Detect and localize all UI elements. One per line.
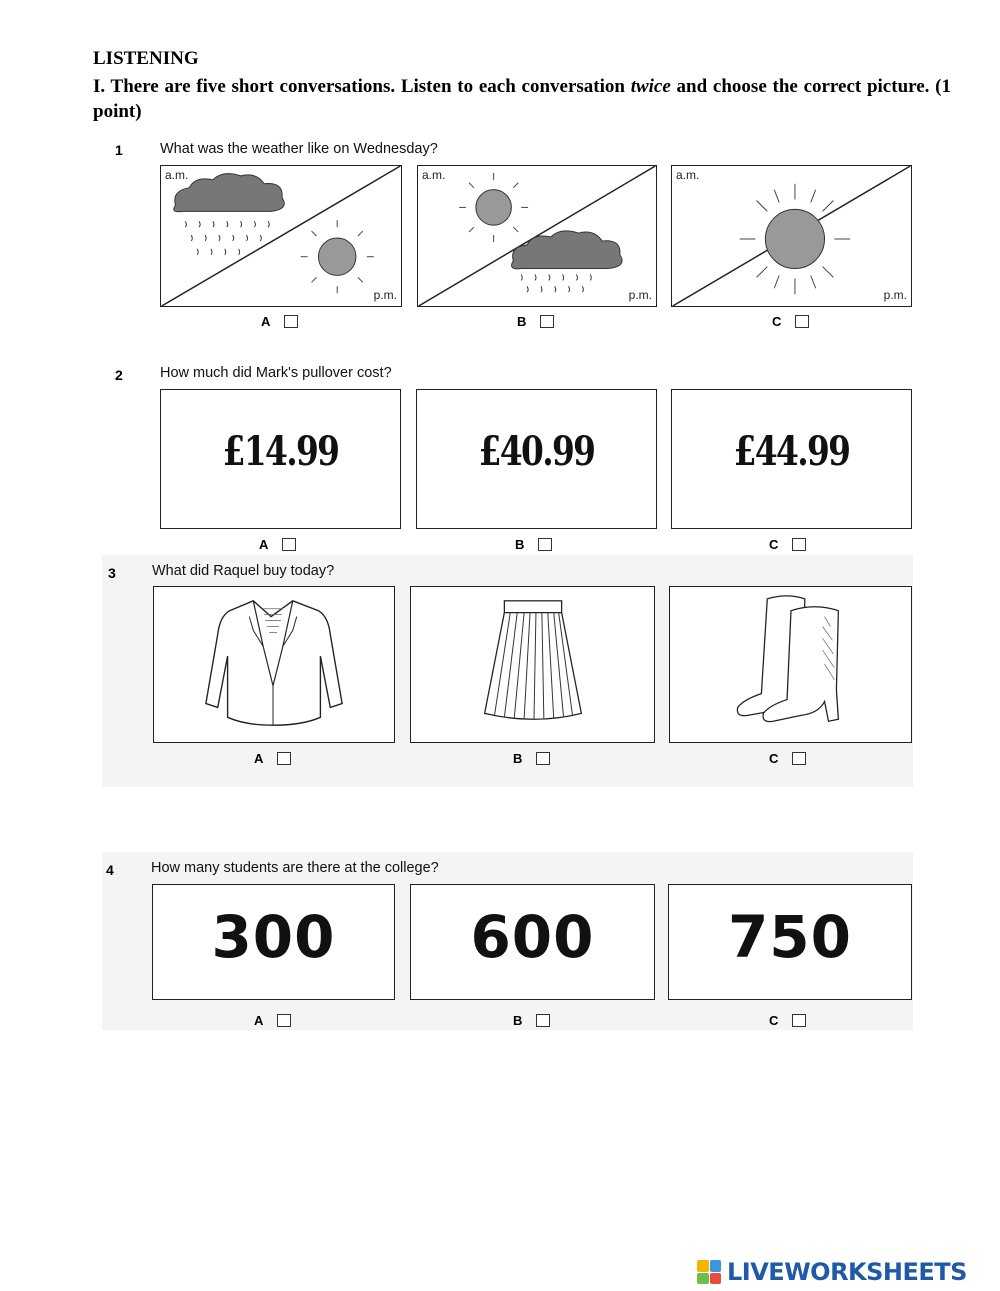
section-heading: LISTENING <box>93 48 199 69</box>
q3-option-c <box>769 751 806 766</box>
q4-picture-c <box>668 884 912 1000</box>
q2-picture-a <box>160 389 401 529</box>
rain-then-sun-icon <box>161 166 401 306</box>
skirt-icon <box>411 587 654 742</box>
sun-then-rain-icon <box>418 166 656 306</box>
liveworksheets-logo-text: LIVEWORKSHEETS <box>727 1258 967 1286</box>
q3-option-a <box>254 751 291 766</box>
q1-option-c-label: C <box>772 314 782 329</box>
q1a-pm-label: p.m. <box>373 288 397 302</box>
q4-option-a-label: A <box>254 1013 264 1028</box>
q1-option-a-checkbox[interactable] <box>284 315 298 328</box>
q2-option-c-checkbox[interactable] <box>792 538 806 551</box>
q4-number-b: 600 <box>470 903 595 971</box>
q3-option-b-label: B <box>513 751 523 766</box>
question-3-text: What did Raquel buy today? <box>152 563 335 579</box>
q2-option-b-label: B <box>515 537 525 552</box>
q1b-am-label: a.m. <box>422 168 446 182</box>
q1c-am-label: a.m. <box>676 168 700 182</box>
liveworksheets-logo[interactable] <box>697 1258 967 1286</box>
q1c-pm-label: p.m. <box>883 288 907 302</box>
boots-icon <box>670 587 911 742</box>
q4-option-b <box>513 1013 550 1028</box>
q2-price-a: £14.99 <box>222 428 339 475</box>
q1-option-b-checkbox[interactable] <box>540 315 554 328</box>
liveworksheets-logo-icon <box>697 1260 721 1284</box>
q2-picture-c <box>671 389 912 529</box>
q1-picture-c <box>671 165 912 307</box>
jacket-icon <box>154 587 394 742</box>
q3-option-b <box>513 751 550 766</box>
instructions-emphasis: twice <box>630 76 671 97</box>
q2-option-a-checkbox[interactable] <box>282 538 296 551</box>
q2-option-b-checkbox[interactable] <box>538 538 552 551</box>
q4-option-c-label: C <box>769 1013 779 1028</box>
instructions <box>93 74 951 124</box>
q2-picture-b <box>416 389 657 529</box>
question-1-text: What was the weather like on Wednesday? <box>160 141 438 157</box>
q4-option-c-checkbox[interactable] <box>792 1014 806 1027</box>
q1-option-a-label: A <box>261 314 271 329</box>
q3-option-c-label: C <box>769 751 779 766</box>
q4-option-a-checkbox[interactable] <box>277 1014 291 1027</box>
instructions-part1: I. There are five short conversations. Listen to each conversation <box>93 76 631 97</box>
question-2-number: 2 <box>115 367 123 383</box>
q3-option-c-checkbox[interactable] <box>792 752 806 765</box>
q4-number-c: 750 <box>727 903 853 971</box>
q1-picture-b <box>417 165 657 307</box>
q3-option-b-checkbox[interactable] <box>536 752 550 765</box>
q2-option-a-label: A <box>259 537 269 552</box>
q1a-am-label: a.m. <box>165 168 189 182</box>
q1-option-b <box>517 314 554 329</box>
q1-option-a <box>261 314 298 329</box>
q1-option-b-label: B <box>517 314 527 329</box>
q4-picture-b <box>410 884 655 1000</box>
q2-option-a <box>259 537 296 552</box>
q3-picture-a <box>153 586 395 743</box>
q4-option-b-label: B <box>513 1013 523 1028</box>
q4-option-c <box>769 1013 806 1028</box>
q3-option-a-checkbox[interactable] <box>277 752 291 765</box>
question-4-number: 4 <box>106 862 114 878</box>
q3-option-a-label: A <box>254 751 264 766</box>
q3-picture-c <box>669 586 912 743</box>
question-2-text: How much did Mark's pullover cost? <box>160 365 392 381</box>
q4-option-a <box>254 1013 291 1028</box>
q1b-pm-label: p.m. <box>628 288 652 302</box>
q2-price-b: £40.99 <box>478 428 595 475</box>
q4-number-a: 300 <box>211 903 336 971</box>
question-1-number: 1 <box>115 142 123 158</box>
q2-option-c <box>769 537 806 552</box>
q4-picture-a <box>152 884 395 1000</box>
q1-option-c <box>772 314 809 329</box>
question-3-number: 3 <box>108 565 116 581</box>
q4-option-b-checkbox[interactable] <box>536 1014 550 1027</box>
q2-price-c: £44.99 <box>733 428 850 475</box>
q1-picture-a <box>160 165 402 307</box>
q2-option-c-label: C <box>769 537 779 552</box>
q3-picture-b <box>410 586 655 743</box>
instructions-part2: and choose the correct picture. (1 point) <box>93 76 951 122</box>
sun-all-day-icon <box>672 166 911 306</box>
q2-option-b <box>515 537 552 552</box>
question-4-text: How many students are there at the college? <box>151 860 439 876</box>
q1-option-c-checkbox[interactable] <box>795 315 809 328</box>
